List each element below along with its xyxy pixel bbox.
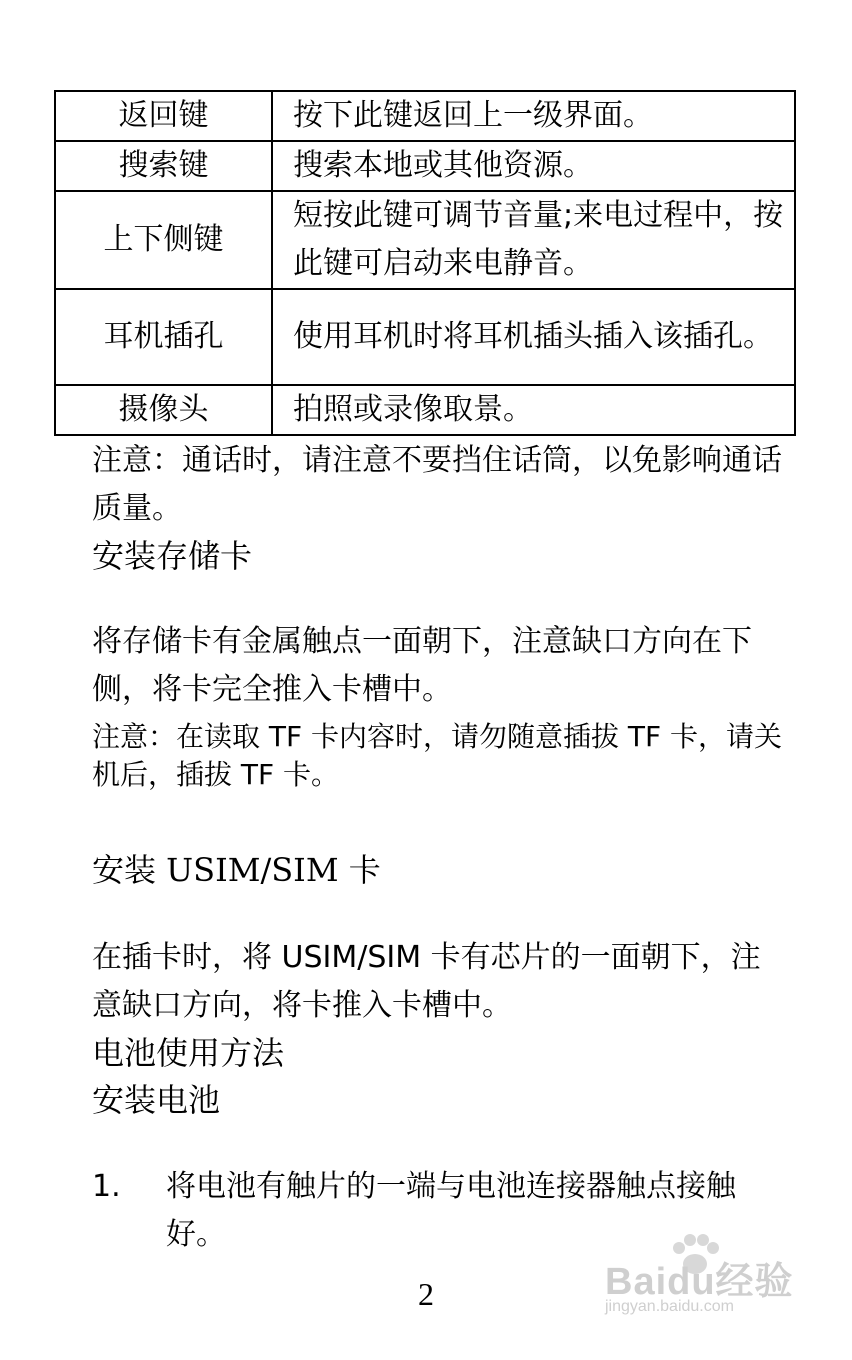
key-description: 拍照或录像取景。 xyxy=(272,385,795,435)
key-name: 摄像头 xyxy=(55,385,272,435)
step-text: 将电池有触片的一端与电池连接器触点接触好。 xyxy=(166,1169,736,1252)
table-row xyxy=(55,385,795,435)
key-name: 耳机插孔 xyxy=(55,289,272,385)
key-description: 使用耳机时将耳机插头插入该插孔。 xyxy=(272,289,795,385)
table-row xyxy=(55,289,795,385)
key-function-table xyxy=(54,90,796,436)
key-name: 上下侧键 xyxy=(55,191,272,289)
table-row xyxy=(55,191,795,289)
key-description: 按下此键返回上一级界面。 xyxy=(272,91,795,141)
table-row xyxy=(55,91,795,141)
key-description: 短按此键可调节音量;来电过程中，按此键可启动来电静音。 xyxy=(272,191,795,289)
baidu-watermark xyxy=(585,1232,815,1332)
watermark-logo-text: Baidu经验 xyxy=(605,1261,794,1303)
sim-card-heading: 安装 USIM/SIM 卡 xyxy=(92,851,381,889)
key-description: 搜索本地或其他资源。 xyxy=(272,141,795,191)
key-name: 搜索键 xyxy=(55,141,272,191)
step-number: 1. xyxy=(92,1169,121,1204)
memory-card-instructions: 将存储卡有金属触点一面朝下，注意缺口方向在下侧，将卡完全推入卡槽中。 xyxy=(92,624,752,707)
page-number: 2 xyxy=(418,1276,434,1312)
memory-card-heading: 安装存储卡 xyxy=(92,537,253,575)
call-note: 注意：通话时，请注意不要挡住话筒，以免影响通话质量。 xyxy=(92,443,782,526)
watermark-url: jingyan.baidu.com xyxy=(605,1298,734,1315)
sim-card-instructions: 在插卡时，将 USIM/SIM 卡有芯片的一面朝下，注意缺口方向，将卡推入卡槽中。 xyxy=(92,940,761,1023)
table-row xyxy=(55,141,795,191)
memory-card-note: 注意：在读取 TF 卡内容时，请勿随意插拔 TF 卡，请关机后，插拔 TF 卡。 xyxy=(92,720,783,791)
key-name: 返回键 xyxy=(55,91,272,141)
install-battery-heading: 安装电池 xyxy=(92,1081,221,1119)
battery-usage-heading: 电池使用方法 xyxy=(92,1034,285,1072)
